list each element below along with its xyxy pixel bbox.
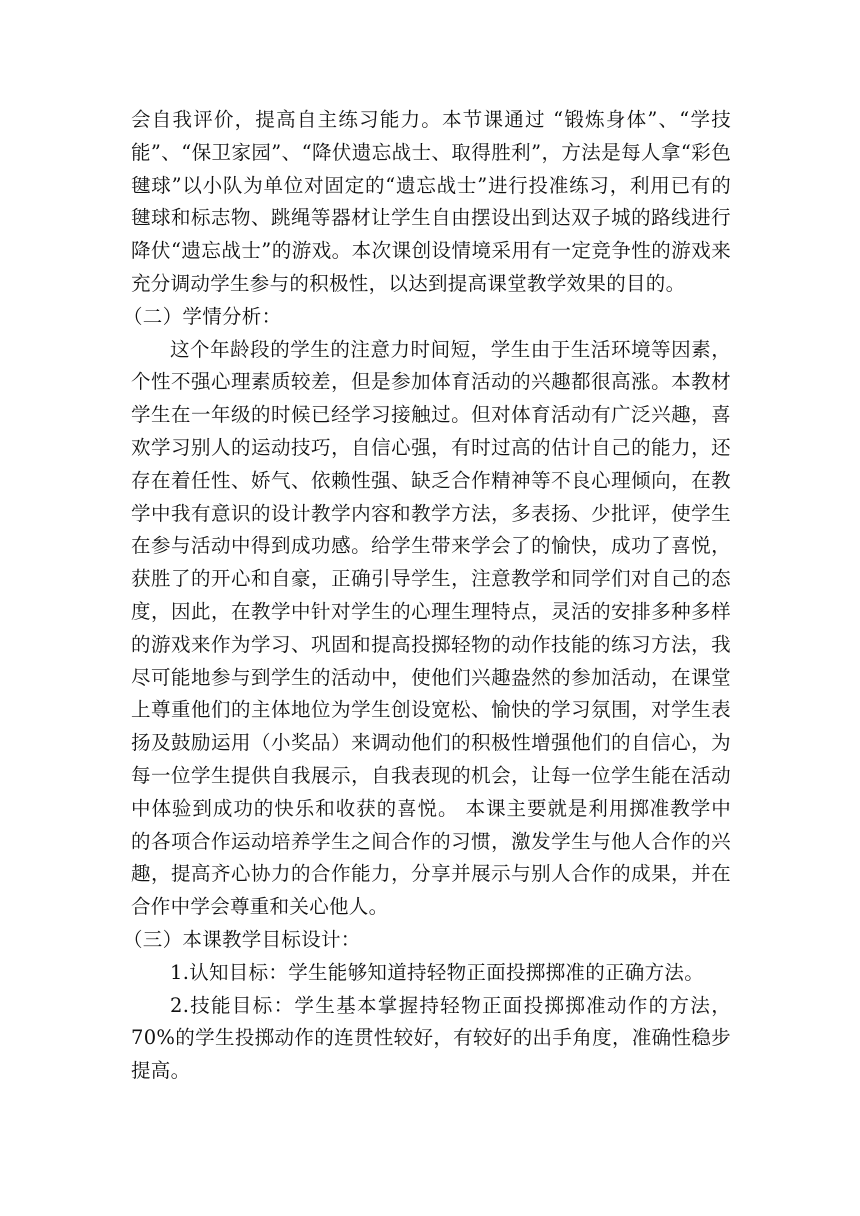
paragraph-learning-analysis: 这个年龄段的学生的注意力时间短，学生由于生活环境等因素，个性不强心理素质较差，但是参加体育活动的兴趣都很高涨。本教材学生在一年级的时候已经学习接触过。但对体育活动有广泛兴趣，喜欢学习别人的运动技巧，自信心强，有时过高的估计自己的能力，还存在着任性、娇气、依赖性强、缺乏合作精神等不良心理倾向，在教学中我有意识的设计教学内容和教学方法，多表扬、少批评，使学生在参与活动中得到成功感。给学生带来学会了的愉快，成功了喜悦，获胜了的开心和自豪，正确引导学生，注意教学和同学们对自己的态度，因此，在教学中针对学生的心理生理特点，灵活的安排多种多样的游戏来作为学习、巩固和提高投掷轻物的动作技能的练习方法，我尽可能地参与到学生的活动中，使他们兴趣盎然的参加活动，在课堂上尊重他们的主体地位为学生创设宽松、愉快的学习氛围，对学生表扬及鼓励运用（小奖品）来调动他们的积极性增强他们的自信心，为每一位学生提供自我展示，自我表现的机会，让每一位学生能在活动中体验到成功的快乐和收获的喜悦。 本课主要就是利用掷准教学中的各项合作运动培养学生之间合作的习惯，激发学生与他人合作的兴趣，提高齐心协力的合作能力，分享并展示与别人合作的成果，并在合作中学会尊重和关心他人。	[131, 337, 731, 919]
document-body	[123, 104, 731, 1088]
paragraph-intro-continued: 会自我评价，提高自主练习能力。本节课通过 “锻炼身体”、“学技能”、“保卫家园”、“降伏遗忘战士、取得胜利”，方法是每人拿“彩色毽球”以小队为单位对固定的“遗忘战士”进行投准练习，利用已有的毽球和标志物、跳绳等器材让学生自由摆设出到达双子城的路线进行降伏“遗忘战士”的游戏。本次课创设情境采用有一定竞争性的游戏来充分调动学生参与的积极性，以达到提高课堂教学效果的目的。	[131, 108, 731, 295]
goal-item-skill: 2.技能目标：学生基本掌握持轻物正面投掷掷准动作的方法，70%的学生投掷动作的连贯性较好，有较好的出手角度，准确性稳步提高。	[131, 993, 731, 1083]
section-heading-teaching-goals: （三）本课教学目标设计：	[123, 927, 361, 951]
goal-item-cognitive: 1.认知目标：学生能够知道持轻物正面投掷掷准的正确方法。	[170, 960, 705, 984]
section-heading-learning-analysis: （二）学情分析：	[123, 304, 282, 328]
